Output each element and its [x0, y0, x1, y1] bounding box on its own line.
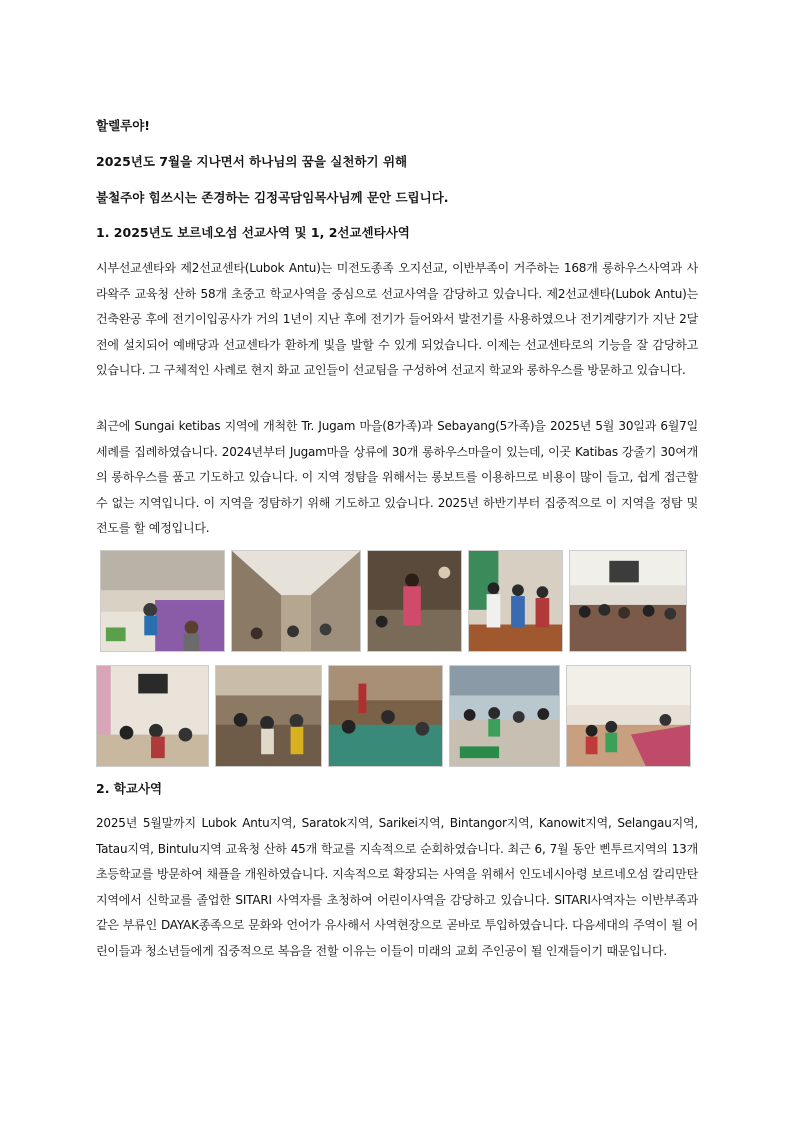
section2-paragraph-1: 2025년 5월말까지 Lubok Antu지역, Saratok지역, Sarikei지역, Bintangor지역, Kanowit지역, Selangau지역, Tatau지역, Bintulu지역 교육청 산하 45개 학교를 지속적으로 순회하였습니다. 최근 6, 7월 동안 삔투르지역의 13개 초등학교를 방문하여 채플을 개원하였습니다. 지속적으로 확장되는 사역을 위해서 인도네시아령 보르네오섬 칼리만탄지역에서 신학교를 졸업한 SITARI 사역자를 초청하여 어린이사역을 감당하고 있습니다. SITARI사역자는 이반부족과 같은 부류인 DAYAK종족으로 문화와 언어가 유사해서 사역현장으로 곧바로 투입하였습니다. 다음세대의 주역이 될 어린이들과 청소년들에게 집중적으로 복음을 전할 이유는 이들이 미래의 교회 주인공이 될 인재들이기 때문입니다. [96, 816, 698, 958]
photo-ministry-gathering [100, 550, 225, 652]
photo-children-ministry [449, 665, 560, 767]
section1-paragraph-2: 최근에 Sungai ketibas 지역에 개척한 Tr. Jugam 마을(8가족)과 Sebayang(5가족)을 2025년 5월 30일과 6월7일 세례를 집례하였습니다. 2024년부터 Jugam마을 상류에 30개 롱하우스마을이 있는데, 이곳 Katibas 강줄기 30여개의 롱하우스를 품고 기도하고 있습니다. 이 지역 정탐을 위해서는 롱보트를 이용하므로 비용이 많이 들고, 쉽게 접근할 수 없는 지역입니다. 이 지역을 정탐하기 위해 기도하고 있습니다. 2025년 하반기부터 집중적으로 이 지역을 정탐 및 전도를 할 예정입니다. [96, 419, 698, 535]
photo-hall-meeting [566, 665, 691, 767]
photo-longhouse-hall [231, 550, 361, 652]
photo-row-2 [96, 665, 691, 767]
section1-paragraph-1: 시부선교센타와 제2선교센타(Lubok Antu)는 미전도종족 오지선교, 이반부족이 거주하는 168개 롱하우스사역과 사라왁주 교육청 산하 58개 초중고 학교사역을 중심으로 선교사역을 감당하고 있습니다. 제2선교센타(Lubok Antu)는 건축완공 후에 전기이입공사가 거의 1년이 지난 후에 전기가 들어와서 발전기를 사용하였으나 전기계량기가 지난 2달전에 설치되어 예배당과 선교센타가 환하게 빛을 발할 수 있게 되었습니다. 이제는 선교센타로의 기능을 잘 감당하고 있습니다. 그 구체적인 사례로 현지 화교 교인들이 선교팀을 구성하여 선교지 학교와 롱하우스를 방문하고 있습니다. [96, 261, 698, 377]
greeting: 할렐루야! [96, 118, 151, 133]
photo-longhouse-prayer [215, 665, 322, 767]
section2-title: 2. 학교사역 [96, 781, 163, 796]
photo-worship-service [367, 550, 462, 652]
photo-church-meeting [468, 550, 563, 652]
salutation-line: 불철주야 힘쓰시는 존경하는 김정곡담임목사님께 문안 드립니다. [96, 190, 449, 205]
photo-congregation [569, 550, 687, 652]
photo-home-fellowship [96, 665, 209, 767]
photo-floor-gathering [328, 665, 443, 767]
photo-row-1 [100, 550, 687, 652]
intro-line: 2025년도 7월을 지나면서 하나님의 꿈을 실천하기 위해 [96, 154, 408, 169]
section1-title: 1. 2025년도 보르네오섬 선교사역 및 1, 2선교센타사역 [96, 225, 410, 240]
